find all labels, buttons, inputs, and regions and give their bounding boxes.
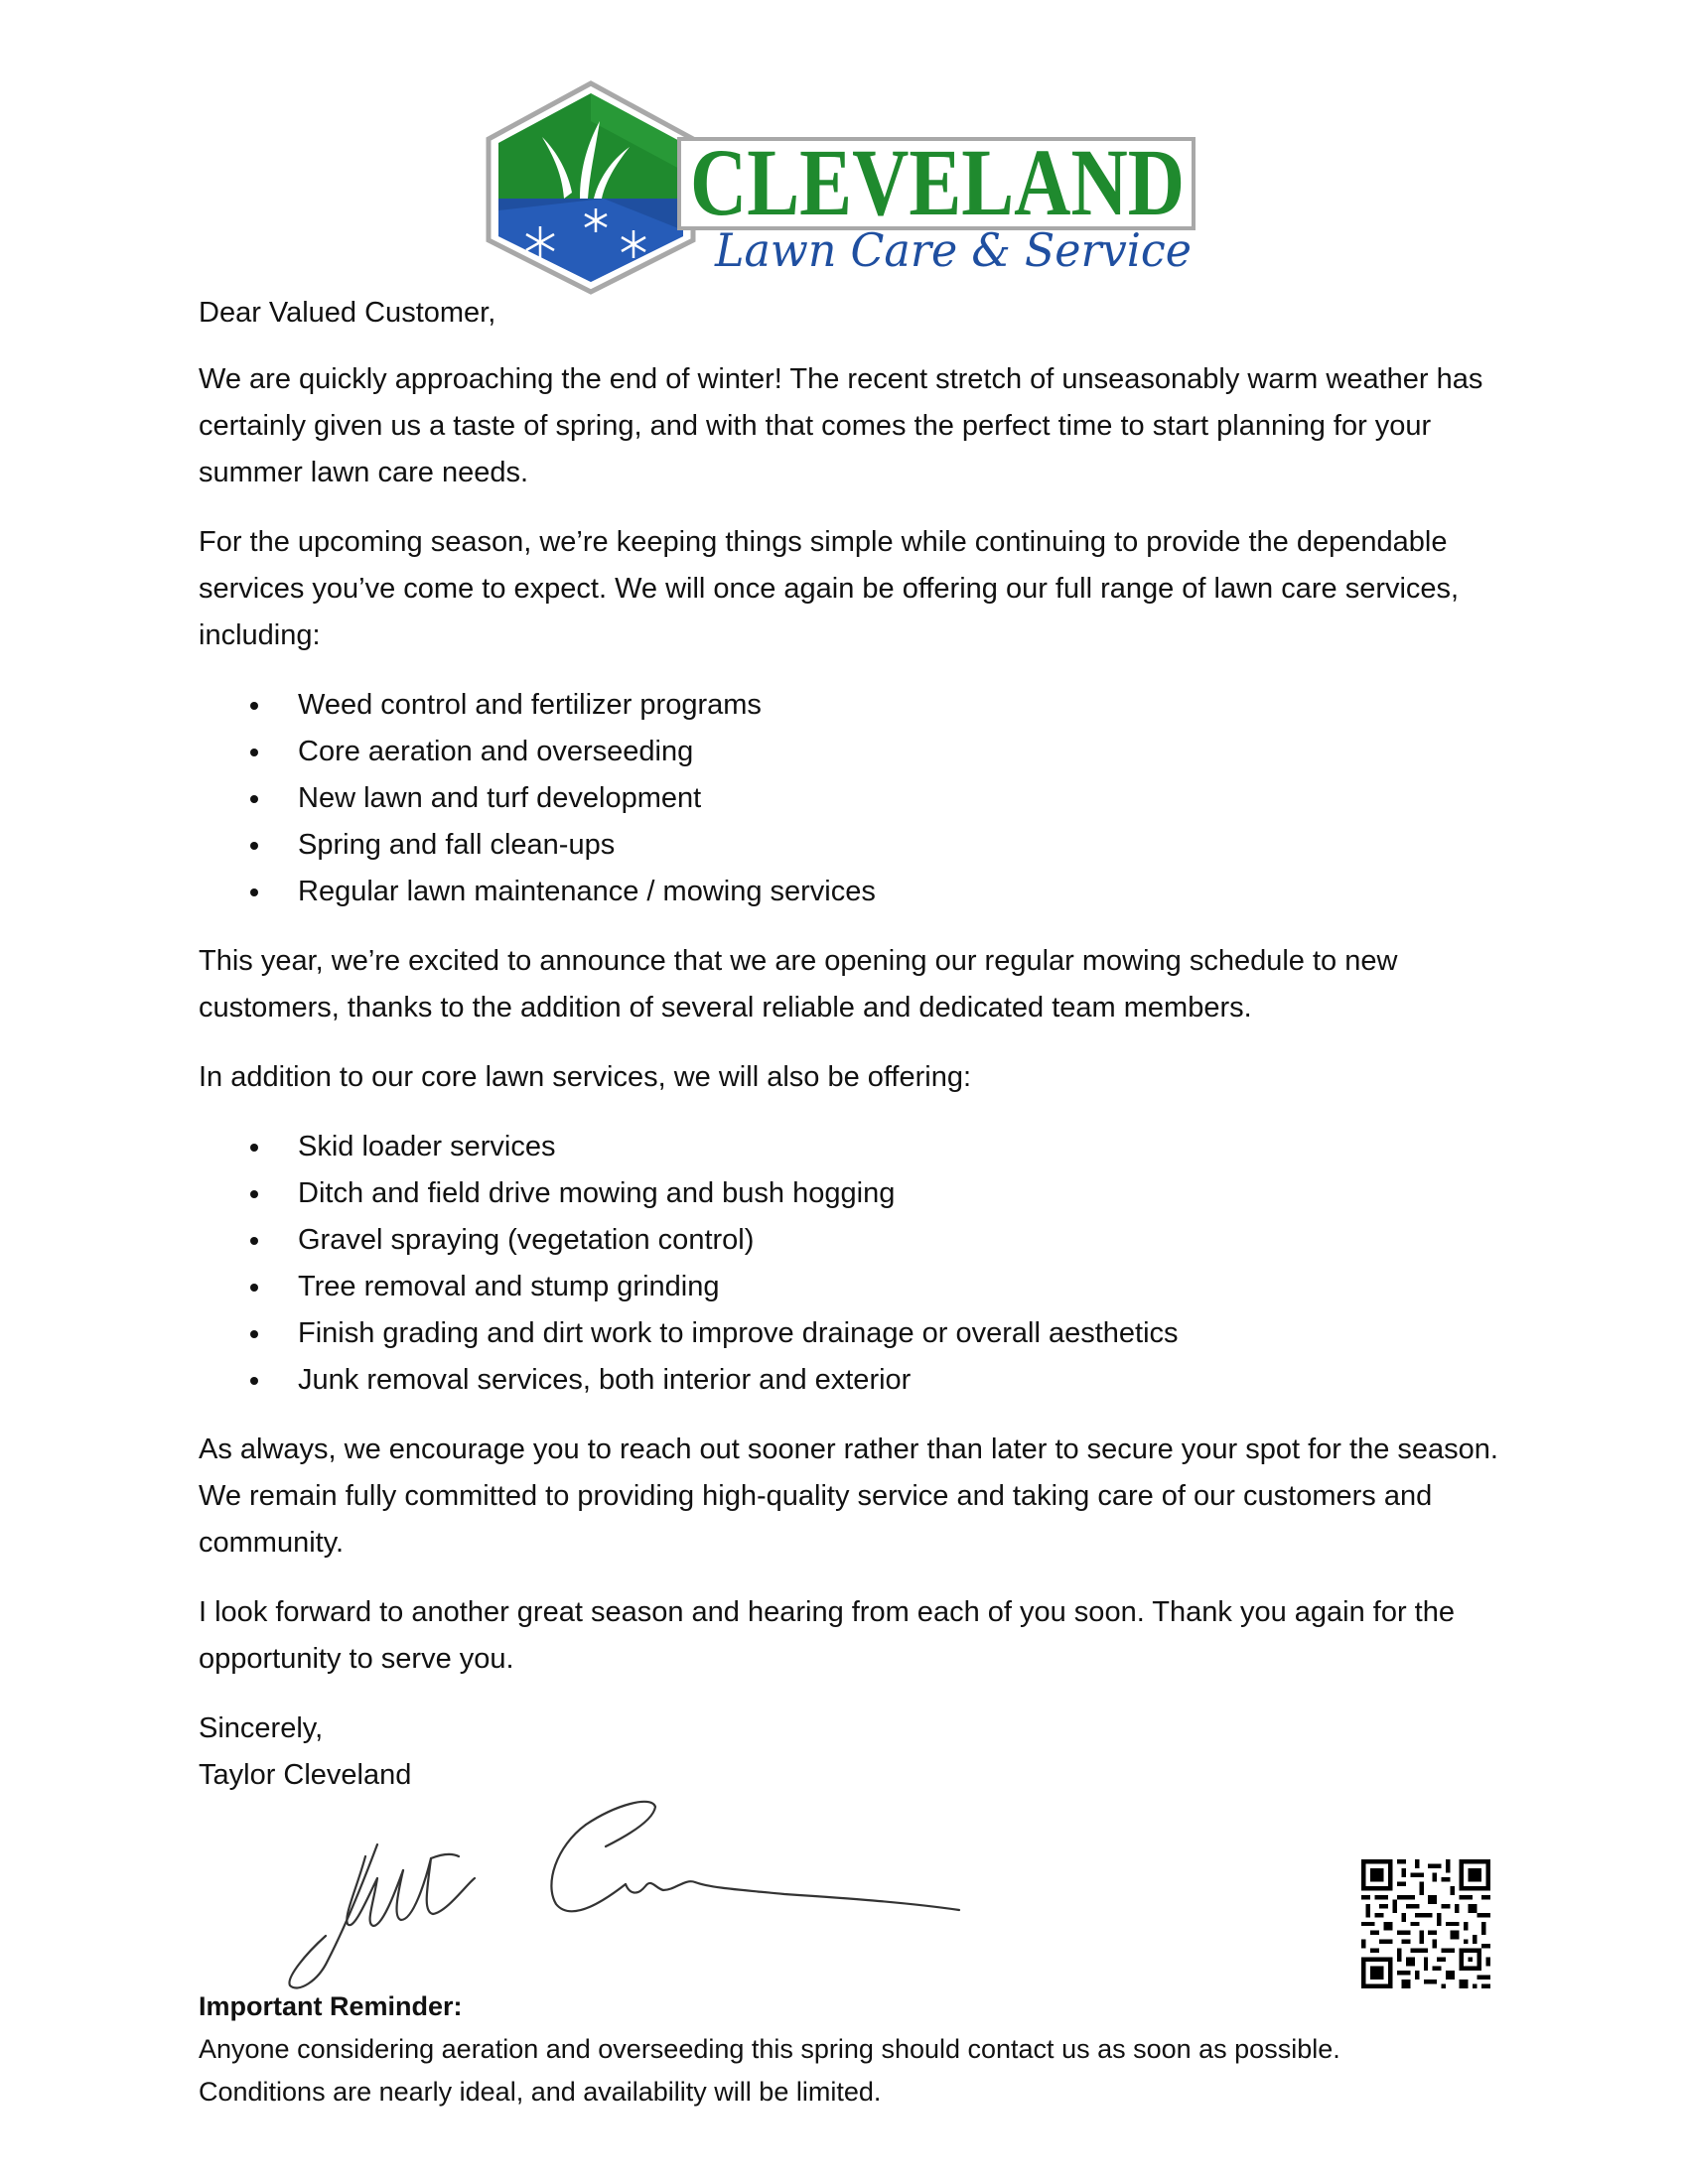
handwritten-signature xyxy=(228,1787,983,1995)
list-item: Finish grading and dirt work to improve drainage or overall aesthetics xyxy=(298,1310,1501,1357)
letter-body xyxy=(199,290,1501,1799)
important-reminder xyxy=(199,1985,1501,2114)
list-item: Core aeration and overseeding xyxy=(298,729,1501,775)
paragraph-announcement: This year, we’re excited to announce that we are opening our regular mowing schedule to new customers, thanks to the addition of several reliable and dedicated team members. xyxy=(199,945,1398,1024)
list-item: Tree removal and stump grinding xyxy=(298,1264,1501,1310)
paragraph-thanks: I look forward to another great season and hearing from each of you soon. Thank you again for the opportunity to serve you. xyxy=(199,1596,1455,1675)
closing-text: Sincerely, xyxy=(199,1712,324,1744)
signer-name: Taylor Cleveland xyxy=(199,1759,412,1791)
list-item: Spring and fall clean-ups xyxy=(298,822,1501,869)
reminder-line: Anyone considering aeration and overseeding this spring should contact us as soon as possible. xyxy=(199,2034,1340,2064)
paragraph-intro: We are quickly approaching the end of winter! The recent stretch of unseasonably warm weather has certainly given us a taste of spring, and with that comes the perfect time to start planning for your summer lawn care needs. xyxy=(199,363,1483,488)
reminder-title: Important Reminder: xyxy=(199,1991,463,2021)
paragraph-additional: In addition to our core lawn services, we will also be offering: xyxy=(199,1061,972,1093)
list-item: New lawn and turf development xyxy=(298,775,1501,822)
paragraph-encourage: As always, we encourage you to reach out sooner rather than later to secure your spot for the season. We remain fully committed to providing high-quality service and taking care of our customers and community. xyxy=(199,1433,1498,1559)
list-item: Ditch and field drive mowing and bush hogging xyxy=(298,1170,1501,1217)
logo-tagline-text: Lawn Care & Service xyxy=(714,223,1192,277)
list-item: Skid loader services xyxy=(298,1124,1501,1170)
additional-services-list xyxy=(199,1124,1501,1404)
list-item: Gravel spraying (vegetation control) xyxy=(298,1217,1501,1264)
list-item: Junk removal services, both interior and exterior xyxy=(298,1357,1501,1404)
paragraph-season: For the upcoming season, we’re keeping things simple while continuing to provide the dependable services you’ve come to expect. We will once again be offering our full range of lawn care services, including: xyxy=(199,526,1460,651)
qr-code[interactable] xyxy=(1361,1859,1490,1988)
logo-brand-text: CLEVELAND xyxy=(690,129,1185,235)
core-services-list xyxy=(199,682,1501,915)
list-item: Weed control and fertilizer programs xyxy=(298,682,1501,729)
company-logo xyxy=(485,81,1205,294)
reminder-line: Conditions are nearly ideal, and availability will be limited. xyxy=(199,2077,882,2107)
list-item: Regular lawn maintenance / mowing services xyxy=(298,869,1501,915)
salutation: Dear Valued Customer, xyxy=(199,297,496,329)
closing-block xyxy=(199,1706,1501,1799)
